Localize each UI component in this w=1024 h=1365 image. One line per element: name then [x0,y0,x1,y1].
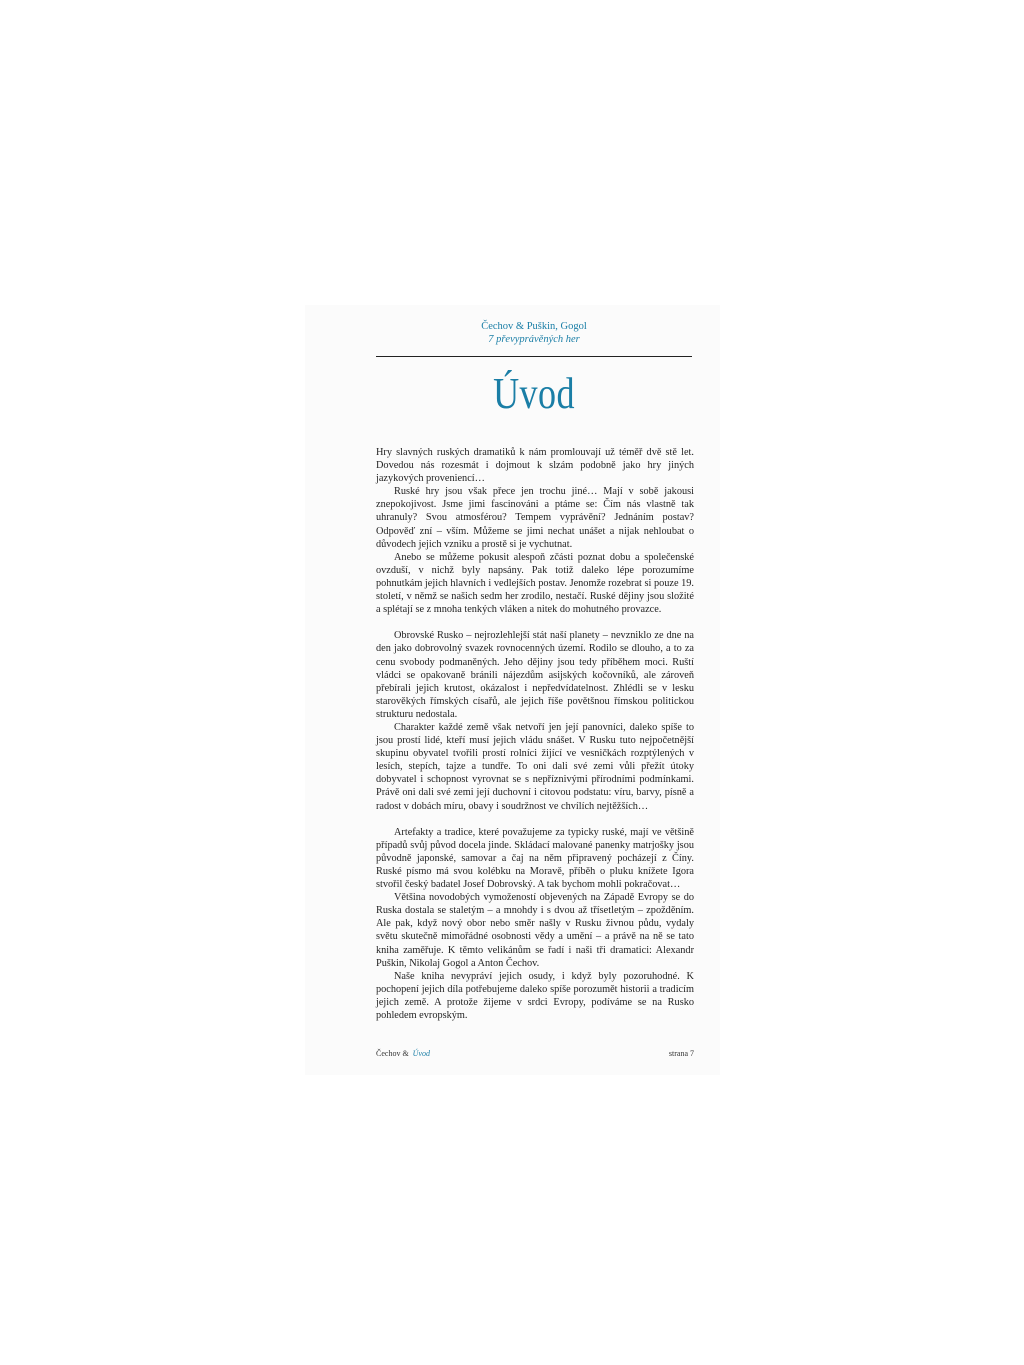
page-number: strana 7 [668,1049,694,1058]
book-subtitle: 7 převyprávěných her [488,334,580,345]
body-text [376,446,694,1022]
page-header-block [376,320,692,419]
paragraph: Artefakty a tradice, které považujeme za typicky ruské, mají ve většině případů svůj původ docela jinde. Skládací malované panenky matrjošky jsou původně japonské, samovar a čaj na něm připravený pocházejí z Číny. Ruské písmo má svou kolébku na Moravě, příběh o pluku knížete Igora stvořil český badatel Josef Dobrovský. A tak bychom mohli pokračovat… [376,826,694,891]
section-gap [376,616,694,629]
footer-book-label: Čechov & [376,1049,409,1058]
chapter-title: Úvod [493,369,575,418]
running-head [376,320,692,346]
paragraph: Obrovské Rusko – nejrozlehlejší stát naší planety – nevzniklo ze dne na den jako dobrovolný svazek rovnocenných území. Rodilo se dlouho, a to za cenu svobody podmaněných. Jeho dějiny jsou tedy příběhem moci. Ruští vládci se opakovaně bránili nájezdům asijských kočovníků, ale zároveň přebírali jejich krutost, okázalost i nepředvídatelnost. Zhlédli se v lesku starověkých římských císařů, ale jejich říše povětšnou římskou politickou strukturu nedostala. [376,630,694,720]
footer-chapter-label: Úvod [412,1049,430,1058]
paragraph: Hry slavných ruských dramatiků k nám promlouvají už téměř dvě stě let. Dovedou nás rozesmát i dojmout k slzám podobně jako hry jiných jazykových proveniencí… [376,447,694,485]
paragraph: Většina novodobých vymožeností objevených na Západě Evropy se do Ruska dostala se staletým – a mnohdy i s dvou až třísetletým – zpožděním. Ale pak, když nový obor nebo směr našly v Rusku živnou půdu, vydaly světu skutečně mimořádné osobnosti vědy a umění – a právě na ně se tato kniha zaměřuje. K těmto velikánům se řadí i naši tři dramatici: Alexandr Puškin, Nikolaj Gogol a Anton Čechov. [376,892,694,969]
section-gap [376,813,694,826]
paragraph: Anebo se můžeme pokusit alespoň zčásti poznat dobu a společenské ovzduší, v nichž byly napsány. Pak totiž daleko lépe porozumíme pohnutkám jejich hlavních i vedlejších postav. Jenomže rozebrat si pouze 19. století, v němž se našich sedm her zrodilo, nestačí. Ruské dějiny jsou složité a splétají se z mnoha tenkých vláken a nitek do mohutného provazce. [376,551,694,616]
paragraph: Charakter každé země však netvoří jen její panovníci, daleko spíše to jsou prostí lidé, kteří musí jejich vládu snášet. V Rusku tuto nejpočetnější skupinu obyvatel tvořili prostí rolníci žijící ve vesničkách rozptýlených v lesích, stepích, tajze a tundře. To oni dali své zemi vůli přežít útoky dobyvatel i schopnost vyrovnat se s nepříznivými přírodními podmínkami. Právě oni dali své zemi její duchovní i citovou podstatu: víru, barvy, písně a radost v dobách míru, obavy i soudržnost ve chvílích nejtěžších… [376,721,694,812]
authors-line: Čechov & Puškin, Gogol [481,321,587,332]
paragraph: Ruské hry jsou však přece jen trochu jiné… Mají v sobě jakousi znepokojivost. Jsme jimi fascinováni a ptáme se: Čím nás vlastně tak uhranuly? Svou atmosférou? Tempem vyprávění? Jednáním postav? Odpověď zní – vším. Můžeme se jimi nechat unášet a nijak nehloubat o důvodech jejich vzniku a prostě si je vychutnat. [376,486,694,550]
header-rule [376,356,692,357]
paragraph: Naše kniha nevypráví jejich osudy, i když byly pozoruhodné. K pochopení jejich díla potřebujeme daleko spíše porozumět historii a tradicím jejich země. A protože žijeme v srdci Evropy, podíváme se na Rusko pohledem evropským. [376,970,694,1022]
footer-running-title [376,1049,430,1059]
